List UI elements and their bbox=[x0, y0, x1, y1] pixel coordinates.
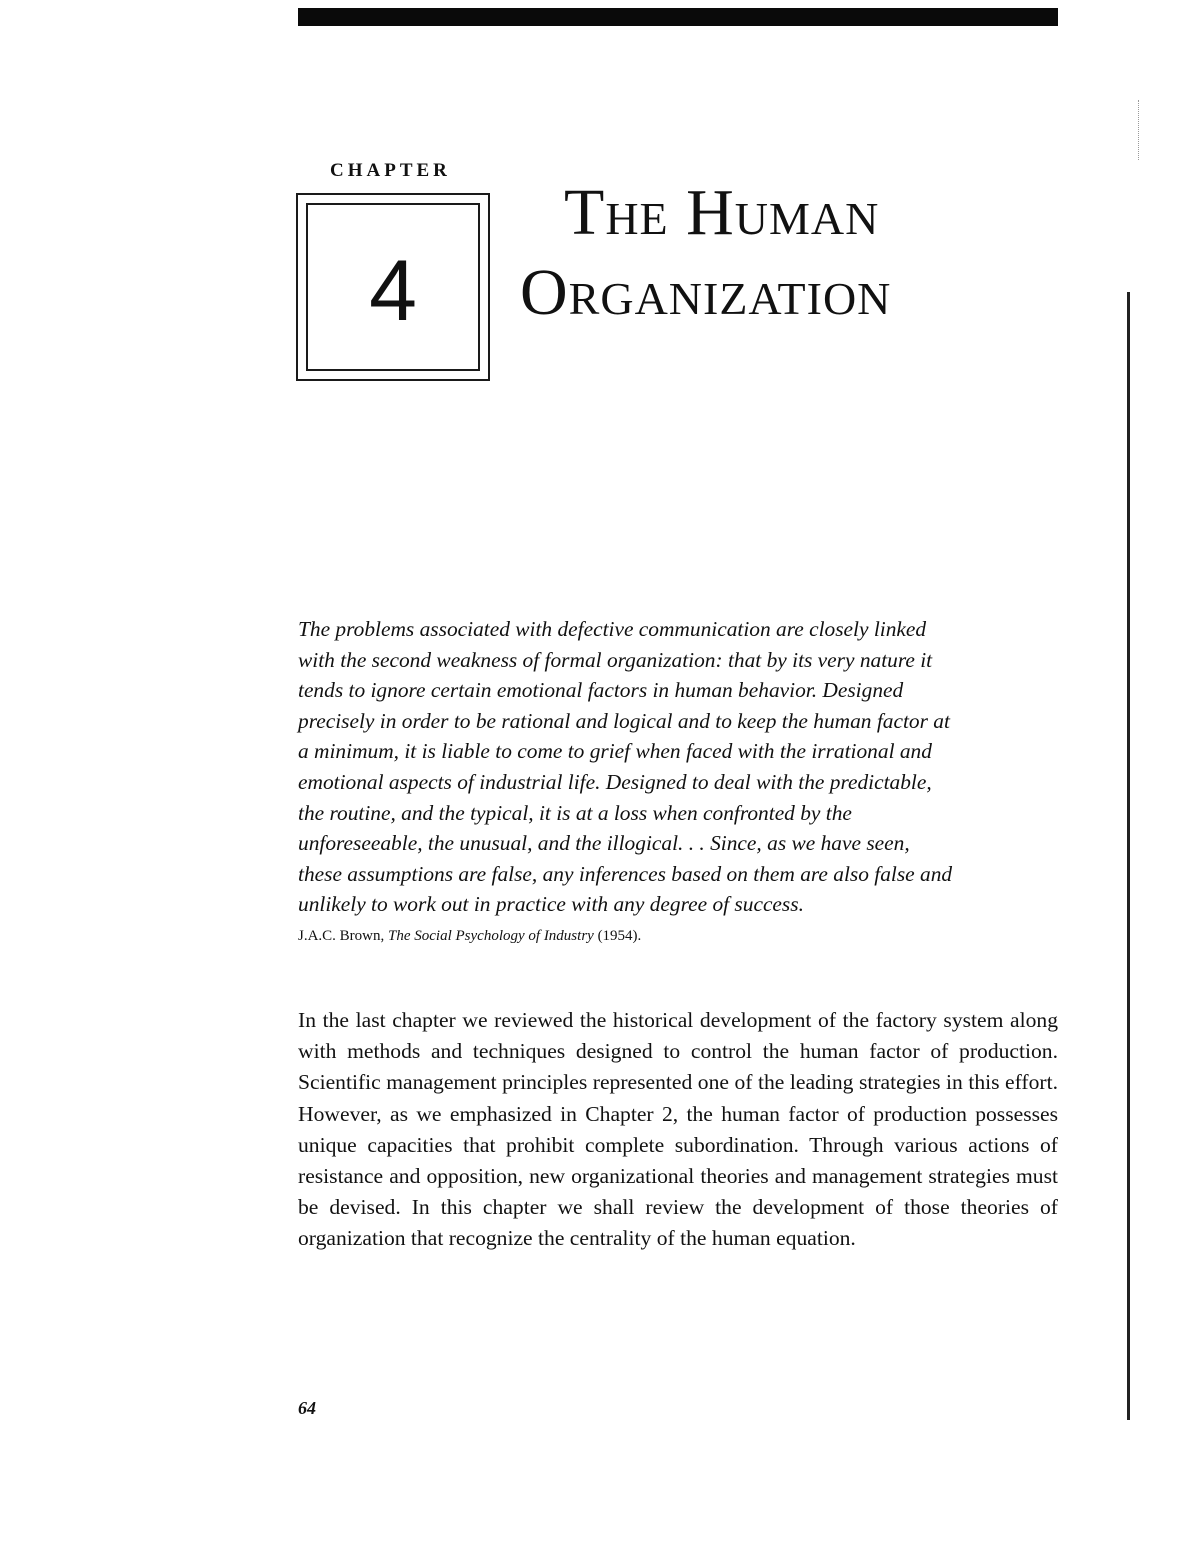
chapter-title-line-2: Organization bbox=[520, 256, 892, 329]
chapter-title bbox=[520, 176, 892, 329]
epigraph-line: unforeseeable, the unusual, and the illogical. . . Since, as we have seen, bbox=[298, 831, 910, 856]
epigraph-line: unlikely to work out in practice with any degree of success. bbox=[298, 892, 804, 917]
epigraph-line: these assumptions are false, any inferences based on them are also false and bbox=[298, 861, 953, 886]
body-paragraph: In the last chapter we reviewed the historical development of the factory system along with methods and techniques designed to control the human factor of production. Scientific management principles represented one of the leading strategies in this effort. However, as we emphasized in Chapter 2, the human factor of production possesses unique capacities that prohibit complete subordination. Through various actions of resistance and opposition, new organizational theories and management strategies must be devised. In this chapter we shall review the development of those theories of organization that recognize the centrality of the human equation. bbox=[298, 1008, 1058, 1251]
page-number: 64 bbox=[298, 1398, 316, 1418]
attribution-year: (1954). bbox=[593, 928, 642, 944]
epigraph-line: with the second weakness of formal organization: that by its very nature it bbox=[298, 647, 933, 672]
epigraph-line: precisely in order to be rational and logical and to keep the human factor at bbox=[298, 708, 950, 733]
scan-margin-line bbox=[1127, 292, 1130, 1420]
chapter-box bbox=[306, 203, 480, 371]
epigraph-line: a minimum, it is liable to come to grief when faced with the irrational and bbox=[298, 739, 932, 764]
epigraph-quote bbox=[298, 614, 1068, 920]
chapter-title-line-1: The Human bbox=[564, 176, 880, 249]
epigraph-line: emotional aspects of industrial life. Designed to deal with the predictable, bbox=[298, 769, 932, 794]
scan-margin-tick bbox=[1138, 100, 1140, 160]
epigraph-line: tends to ignore certain emotional factors in human behavior. Designed bbox=[298, 678, 904, 703]
epigraph-attribution bbox=[298, 928, 641, 945]
attribution-book-title: The Social Psychology of Industry bbox=[388, 928, 594, 944]
top-rule-bar bbox=[298, 8, 1058, 26]
epigraph-line: the routine, and the typical, it is at a loss when confronted by the bbox=[298, 800, 852, 825]
chapter-number: 4 bbox=[369, 243, 417, 339]
epigraph-line: The problems associated with defective communication are closely linked bbox=[298, 617, 927, 641]
chapter-label: CHAPTER bbox=[330, 160, 451, 181]
attribution-author: J.A.C. Brown, bbox=[298, 928, 389, 944]
